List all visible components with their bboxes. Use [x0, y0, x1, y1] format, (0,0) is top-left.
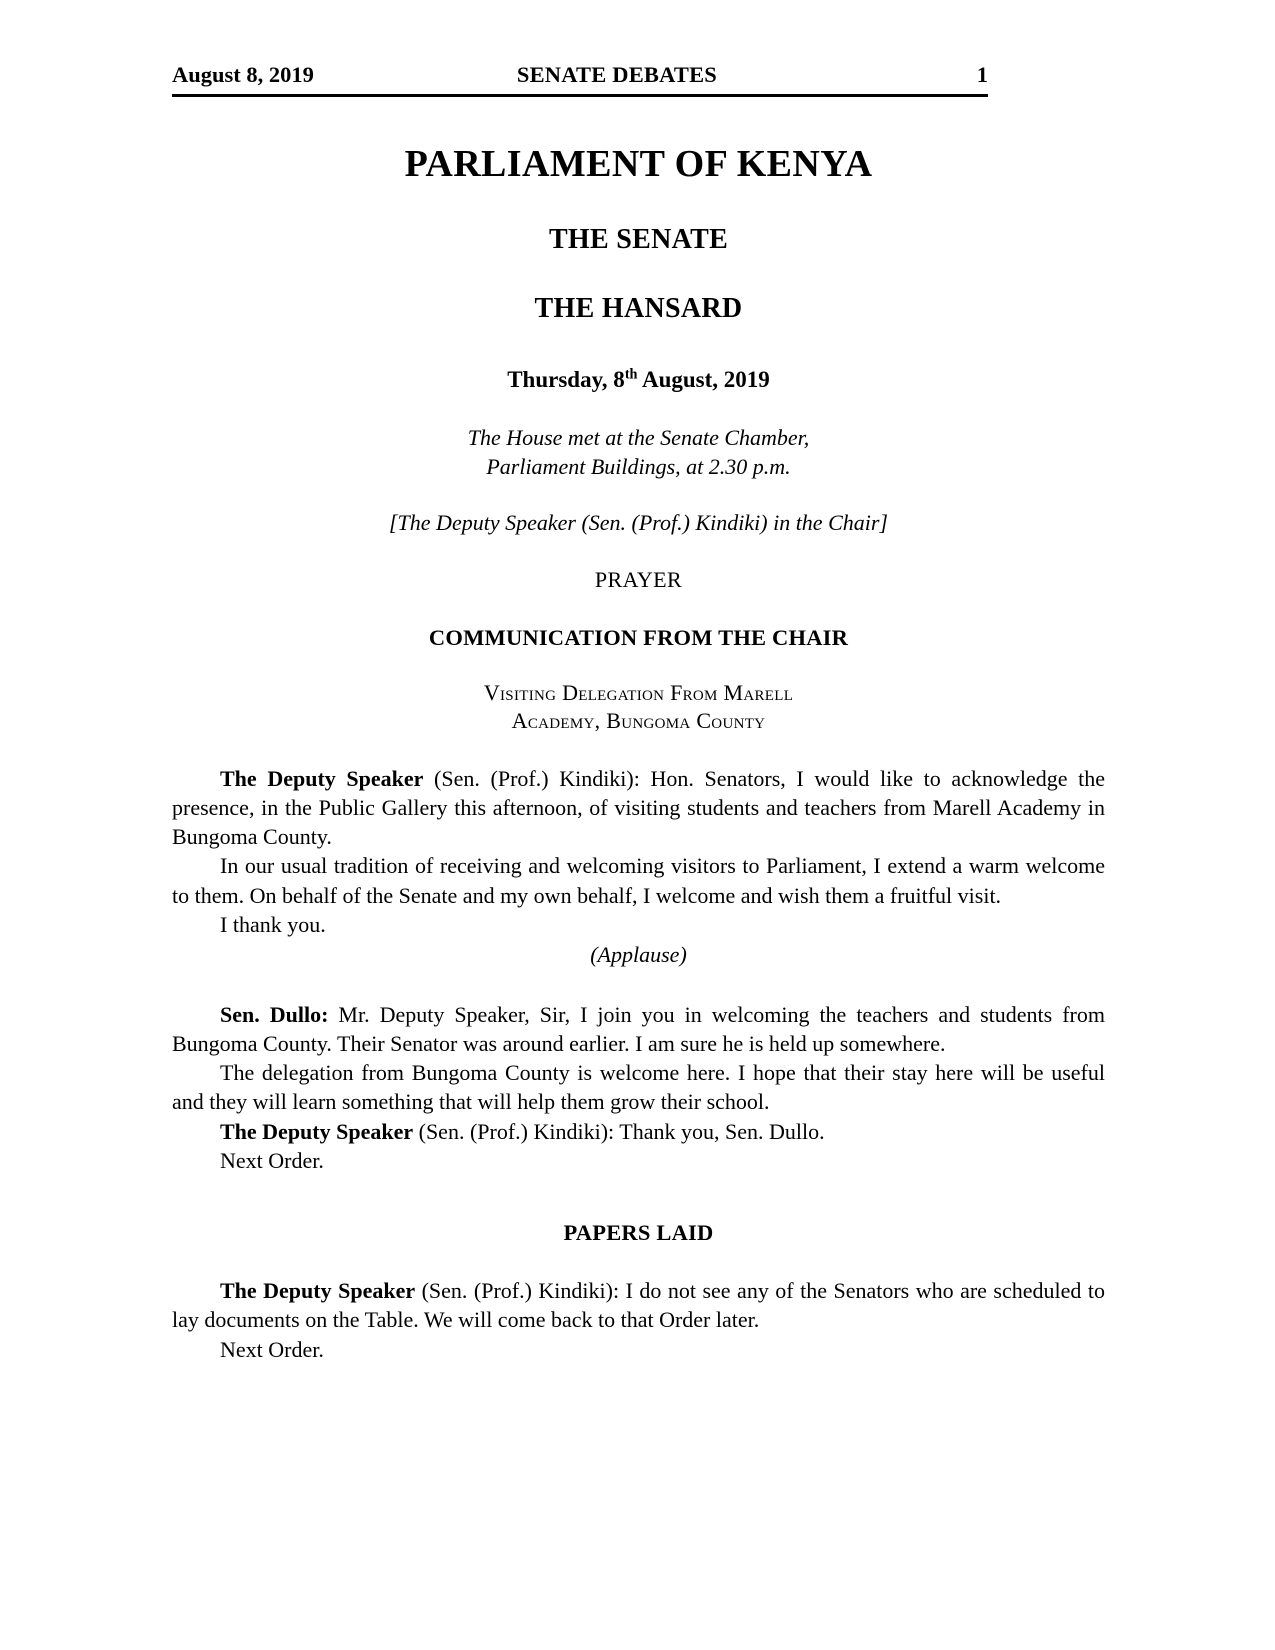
section-heading-papers-laid: PAPERS LAID: [563, 1220, 714, 1246]
chair-note: [The Deputy Speaker (Sen. (Prof.) Kindiki) in the Chair]: [389, 510, 888, 536]
publication-name: THE HANSARD: [534, 293, 743, 325]
speaker-name: The Deputy Speaker: [220, 1118, 414, 1144]
speech-text: Thank you, Sen. Dullo.: [619, 1118, 825, 1144]
page-title: PARLIAMENT OF KENYA: [404, 142, 873, 185]
speaker-attribution: (Sen. (Prof.) Kindiki):: [415, 1278, 626, 1304]
speech-paragraph: I thank you.: [220, 911, 326, 937]
speech-paragraph: In our usual tradition of receiving and welcoming visitors to Parliament, I extend a warm welcome to them. On behalf of the Senate and my own behalf, I welcome and wish them a fruitful visit.: [172, 853, 1105, 908]
papers-laid-body: [172, 1276, 1105, 1364]
house-met-line-2: Parliament Buildings, at 2.30 p.m.: [486, 454, 791, 480]
speaker-name: Sen. Dullo:: [220, 1001, 329, 1027]
speech-text: I do not see any of the Senators who are scheduled to lay documents on the Table. We will come back to that Order later.: [172, 1278, 1106, 1333]
running-header: [172, 62, 988, 97]
speech-paragraph: The delegation from Bungoma County is welcome here. I hope that their stay here will be useful and they will learn something that will help them grow their school.: [172, 1060, 1105, 1115]
speech-paragraph: [172, 1276, 1105, 1335]
subsection-heading-line-1: Visiting Delegation From Marell: [483, 680, 794, 706]
applause-note: (Applause): [590, 942, 687, 968]
header-title: SENATE DEBATES: [516, 62, 718, 87]
house-met-note: [172, 423, 1105, 481]
section-heading-communication: COMMUNICATION FROM THE CHAIR: [428, 625, 849, 651]
house-met-line-1: The House met at the Senate Chamber,: [467, 425, 810, 451]
speech-paragraph: Next Order.: [220, 1147, 324, 1173]
speaker-name: The Deputy Speaker: [220, 1278, 416, 1304]
subsection-heading-visiting-delegation: [172, 679, 1105, 735]
speaker-attribution: (Sen. (Prof.) Kindiki):: [423, 765, 651, 791]
speaker-name: The Deputy Speaker: [220, 765, 424, 791]
speech-text: Hon. Senators, I would like to acknowledge the presence, in the Public Gallery this afternoon, of visiting students and teachers from Marell Academy in Bungoma County.: [172, 765, 1105, 850]
sitting-date-ordinal: th: [624, 366, 638, 382]
sitting-date-main: Thursday, 8: [507, 366, 625, 392]
prayer-heading: PRAYER: [594, 566, 683, 592]
communication-body: [172, 764, 1105, 970]
speech-paragraph: [172, 764, 1105, 852]
subsection-heading-line-2: Academy, Bungoma County: [511, 708, 766, 734]
speaker-attribution: (Sen. (Prof.) Kindiki):: [413, 1118, 620, 1144]
speech-paragraph: Next Order.: [220, 1336, 324, 1362]
communication-body-continued: [172, 1000, 1105, 1176]
speech-text: Mr. Deputy Speaker, Sir, I join you in welcoming the teachers and students from Bungoma County. Their Senator was around earlier. I am sure he is held up somewhere.: [172, 1001, 1105, 1056]
header-page-number: 1: [976, 62, 988, 87]
sitting-date: [172, 366, 1105, 394]
sitting-date-rest: August, 2019: [637, 366, 770, 392]
header-date: August 8, 2019: [172, 62, 314, 87]
house-name: THE SENATE: [548, 224, 729, 256]
speech-paragraph: [172, 1000, 1105, 1059]
speech-paragraph: [172, 1117, 1105, 1146]
